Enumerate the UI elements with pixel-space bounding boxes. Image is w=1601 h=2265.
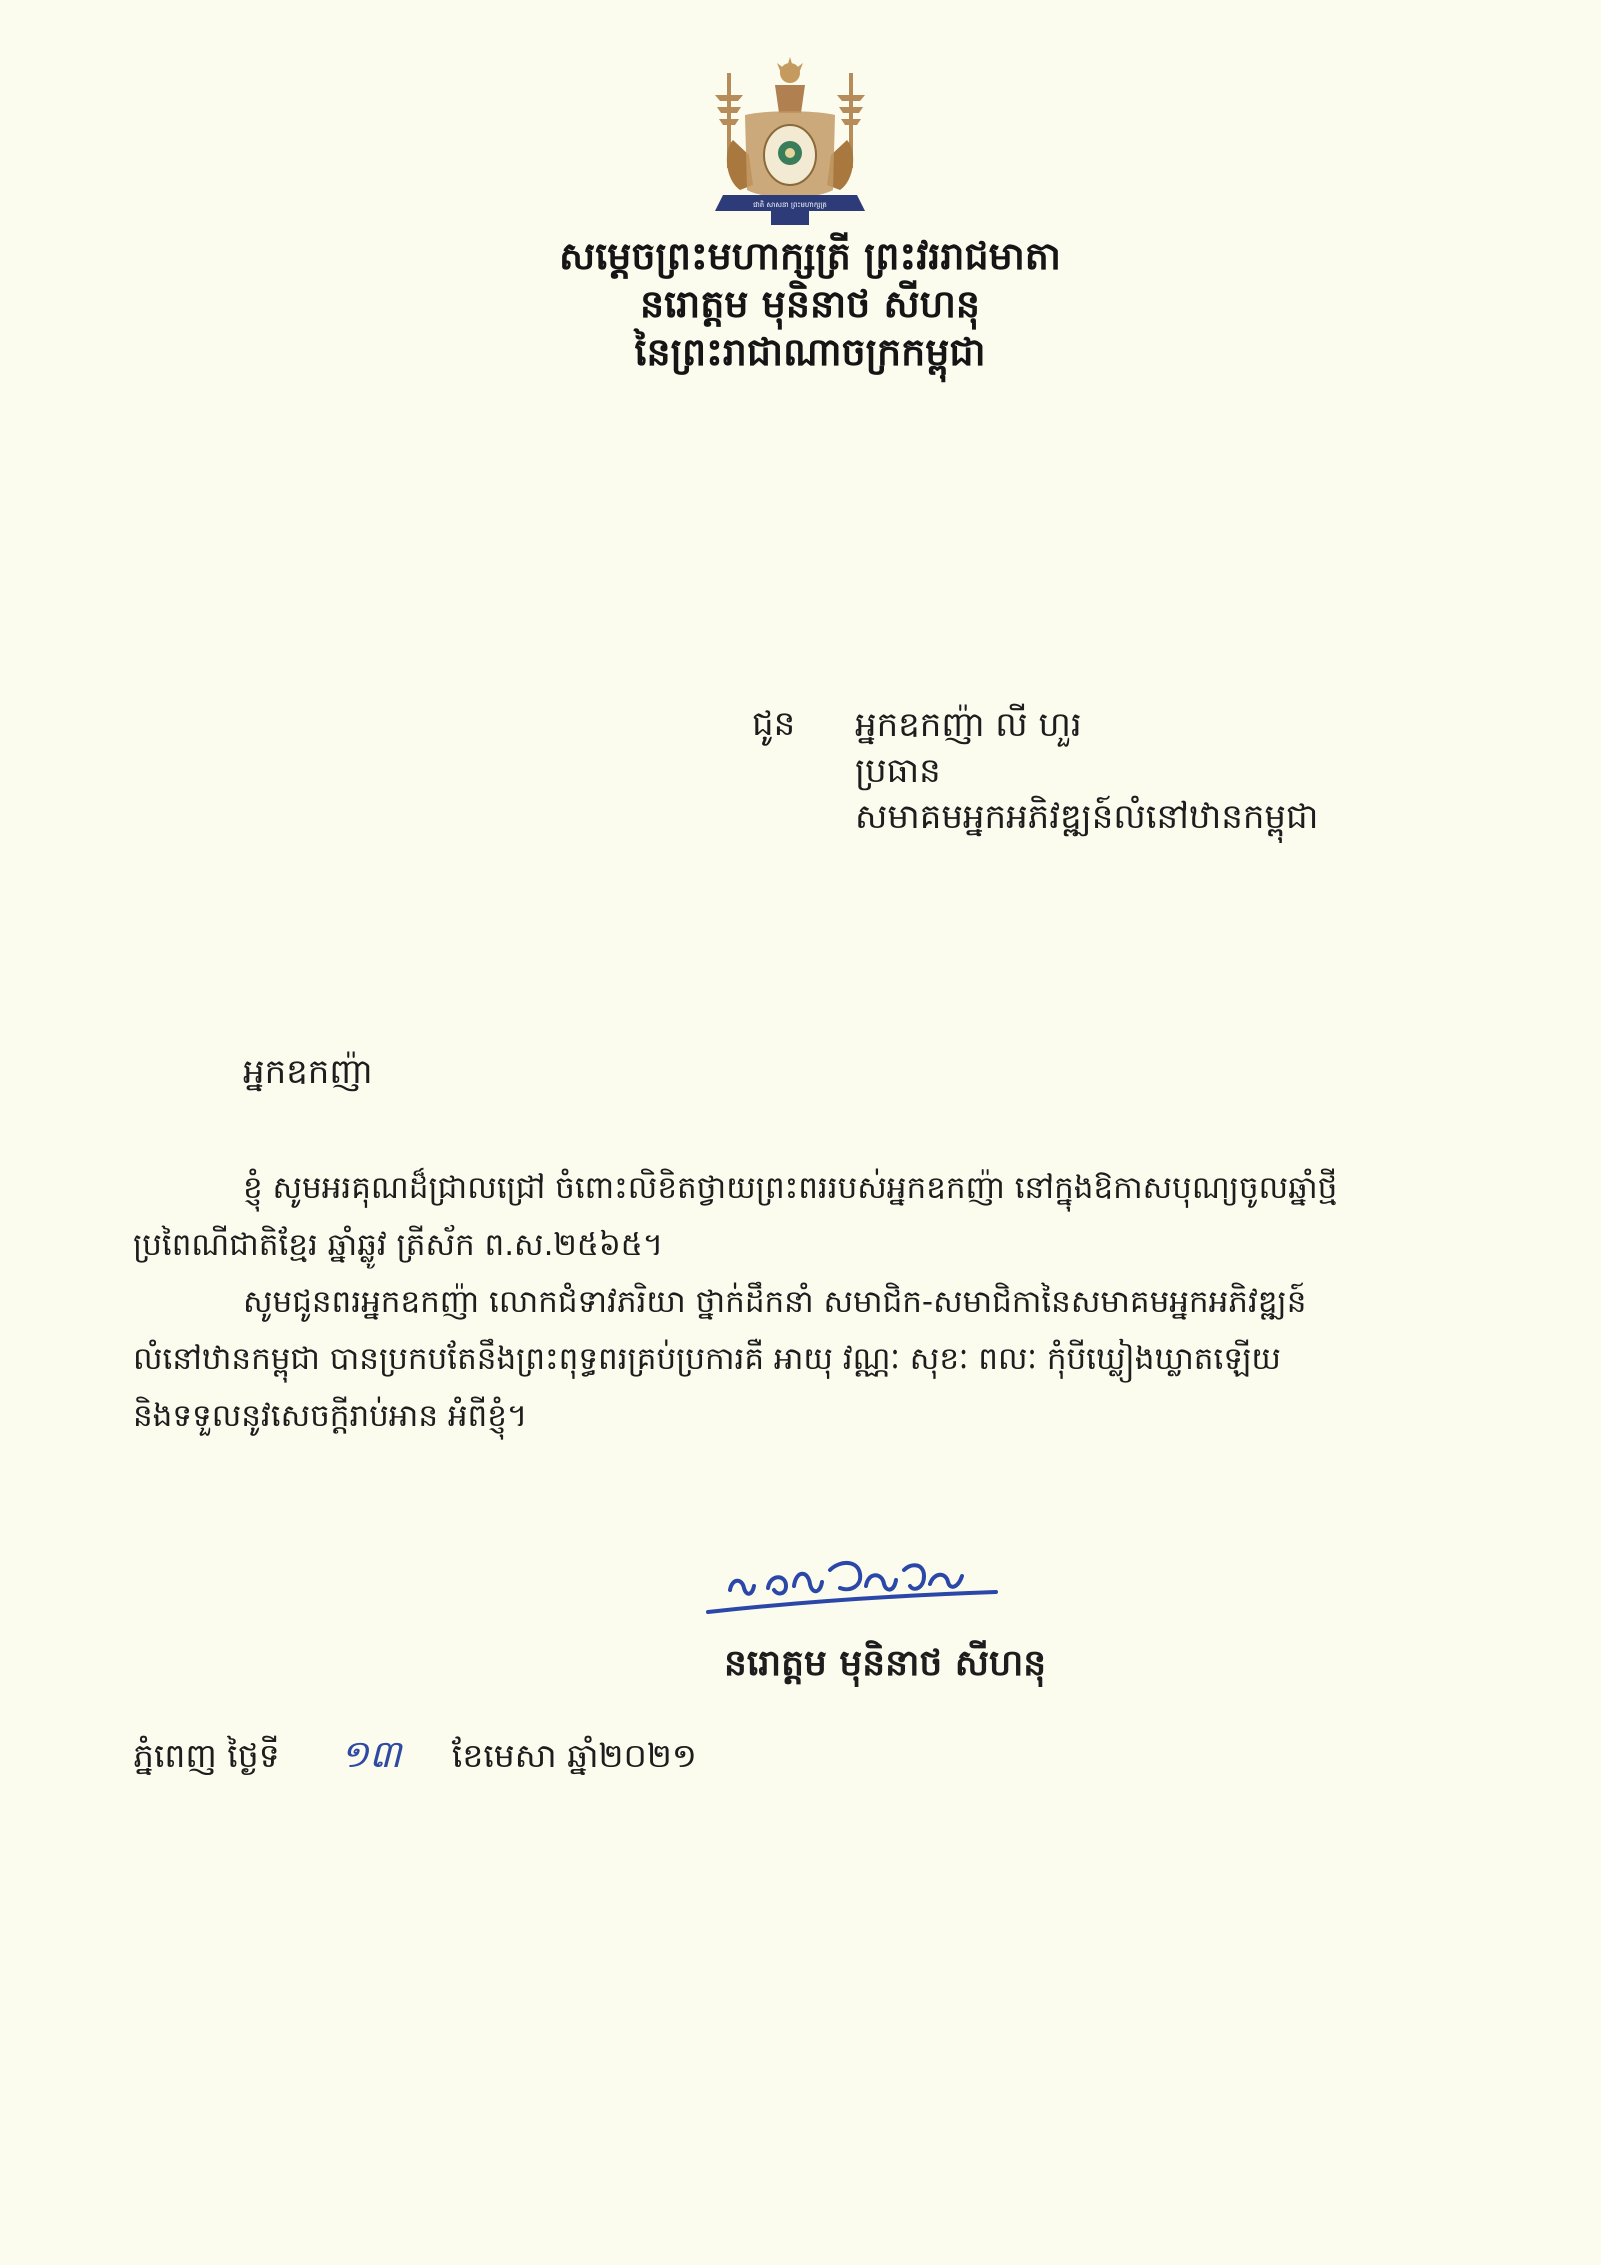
header-line-2: នរោត្តម មុនិនាថ សីហនុ [639,281,981,326]
date-place: ភ្នំពេញ [133,1736,217,1775]
letterhead [470,232,1150,376]
header-line-1: សម្ដេចព្រះមហាក្សត្រី ព្រះវររាជមាតា [559,233,1061,278]
crest-banner-text: ជាតិ សាសនា ព្រះមហាក្សត្រ [753,201,827,209]
date-day: ១៣ [340,1732,402,1776]
letter-body [133,1160,1418,1445]
recipient-label: ជូន [752,704,796,744]
paragraph-2-line-2: លំនៅឋានកម្ពុជា បានប្រកបតែនឹងព្រះពុទ្ធពរគ្រប់ប្រការគឺ អាយុ វណ្ណៈ សុខៈ ពលៈ កុំបីឃ្លៀងឃ្លាតឡើយ [133,1341,1281,1377]
date-day-label: ថ្ងៃទី [227,1736,280,1775]
royal-crest-icon [705,55,875,235]
recipient-name: អ្នកឧកញ៉ា លី ហួរ [855,705,1082,745]
recipient-title: ប្រធាន [855,751,941,791]
paragraph-1-line-2: ប្រពៃណីជាតិខ្មែរ ឆ្នាំឆ្លូវ ត្រីស័ក ព.ស.២៥៦៥។ [133,1227,664,1263]
date-month-year: ខែមេសា ឆ្នាំ២០២១ [451,1736,697,1775]
salutation: អ្នកឧកញ៉ា [243,1052,373,1092]
signer-name: នរោត្តម មុនិនាថ សីហនុ [724,1642,1047,1684]
paragraph-2-line-3: និងទទួលនូវសេចក្ដីរាប់អាន អំពីខ្ញុំ។ [133,1398,528,1434]
recipient-block [855,702,1318,840]
header-line-3: នៃព្រះរាជាណាចក្រកម្ពុជា [634,329,986,374]
paragraph-2-line-1: សូមជូនពរអ្នកឧកញ៉ា លោកជំទាវភរិយា ថ្នាក់ដឹកនាំ សមាជិក-សមាជិកានៃសមាគមអ្នកអភិវឌ្ឍន៍ [243,1284,1307,1320]
paragraph-1-line-1: ខ្ញុំ សូមអរគុណដ៏ជ្រាលជ្រៅ ចំពោះលិខិតថ្វាយព្រះពររបស់អ្នកឧកញ៉ា នៅក្នុងឱកាសបុណ្យចូលឆ្នាំថ្មី [243,1170,1338,1206]
recipient-organization: សមាគមអ្នកអភិវឌ្ឍន៍លំនៅឋានកម្ពុជា [855,797,1319,837]
date-line [133,1732,697,1778]
handwritten-signature [690,1530,1010,1620]
